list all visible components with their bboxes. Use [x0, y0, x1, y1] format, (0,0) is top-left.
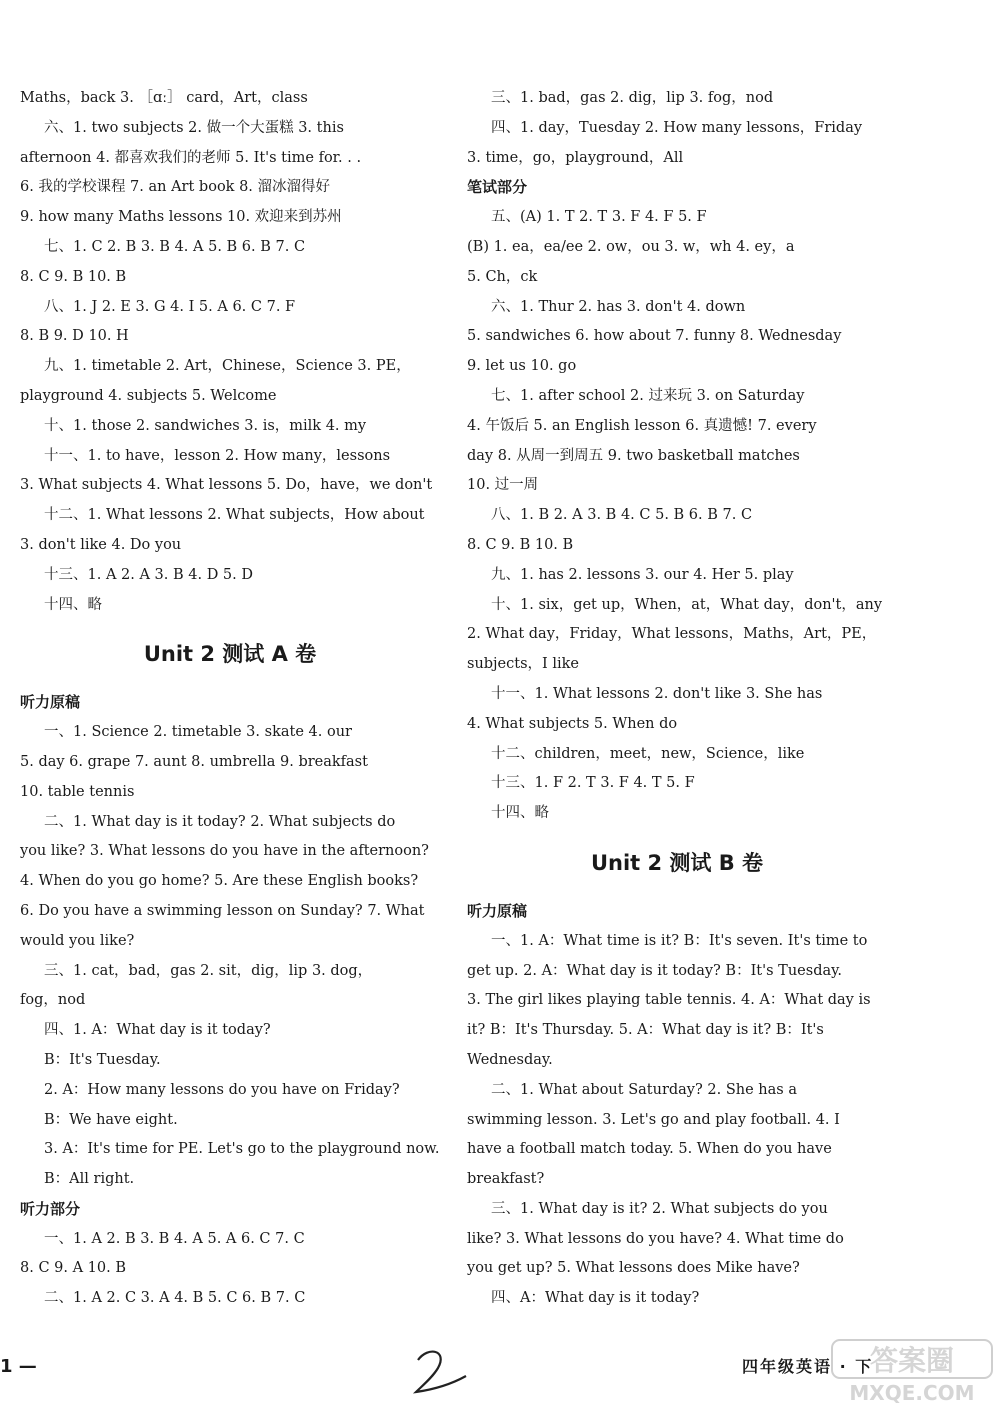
answer-line: fog，nod	[20, 992, 86, 1009]
answer-line: 四、1. day，Tuesday 2. How many lessons，Friday	[491, 119, 863, 136]
page-marker: 1 —	[0, 1356, 37, 1377]
answer-line: 九、1. timetable 2. Art，Chinese，Science 3. PE，	[44, 358, 411, 375]
answer-line: 9. let us 10. go	[467, 358, 577, 375]
section-heading: 笔试部分	[467, 178, 528, 197]
answer-line: 4. 午饭后 5. an English lesson 6. 真遗憾! 7. every	[467, 417, 817, 434]
answer-line: 10. table tennis	[20, 783, 135, 800]
answer-line: 十二、children，meet，new，Science，like	[491, 745, 805, 762]
answer-line: 八、1. J 2. E 3. G 4. I 5. A 6. C 7. F	[44, 298, 296, 315]
answer-line: Wednesday.	[467, 1051, 553, 1068]
answer-line: 3. don't like 4. Do you	[20, 536, 182, 553]
left-column	[20, 84, 440, 1314]
answer-line: subjects，I like	[467, 656, 580, 673]
answer-line: 8. C 9. A 10. B	[20, 1260, 126, 1277]
book-label: 四年级英语 · 下	[742, 1357, 874, 1376]
answer-line: 二、1. What day is it today? 2. What subjects do	[44, 813, 396, 830]
answer-line: would you like?	[20, 932, 135, 949]
answer-line: 一、1. A 2. B 3. B 4. A 5. A 6. C 7. C	[44, 1230, 305, 1247]
answer-line: 四、A：What day is it today?	[491, 1290, 700, 1307]
answer-line: 十一、1. to have，lesson 2. How many，lessons	[44, 447, 391, 464]
answer-line: it? B：It's Thursday. 5. A：What day is it? B：It's	[467, 1022, 824, 1039]
answer-line: 五、(A) 1. T 2. T 3. F 4. F 5. F	[491, 209, 707, 226]
answer-line: 4. When do you go home? 5. Are these English books?	[20, 873, 419, 890]
answer-line: 十、1. those 2. sandwiches 3. is，milk 4. my	[44, 417, 367, 434]
answer-line: 一、1. A：What time is it? B：It's seven. It's time to	[491, 932, 868, 949]
answer-line: 十四、略	[44, 596, 102, 613]
answer-line: 六、1. two subjects 2. 做一个大蛋糕 3. this	[44, 119, 344, 136]
answer-line: 七、1. after school 2. 过来玩 3. on Saturday	[491, 387, 805, 404]
answer-line: 七、1. C 2. B 3. B 4. A 5. B 6. B 7. C	[44, 238, 306, 255]
answer-line: 三、1. bad，gas 2. dig，lip 3. fog，nod	[491, 90, 774, 106]
answer-line: 2. What day，Friday，What lessons，Maths，Art，PE，	[467, 626, 877, 643]
answer-line: 三、1. cat，bad，gas 2. sit，dig，lip 3. dog，	[44, 962, 373, 979]
answer-line: 十二、1. What lessons 2. What subjects，How about	[44, 507, 425, 524]
answer-line: 4. What subjects 5. When do	[467, 715, 678, 732]
answer-line: (B) 1. ea，ea/ee 2. ow，ou 3. w，wh 4. ey，a	[467, 238, 795, 255]
answer-line: 十三、1. F 2. T 3. F 4. T 5. F	[491, 775, 695, 792]
answer-line: 四、1. A：What day is it today?	[44, 1022, 271, 1039]
answer-line: 三、1. What day is it? 2. What subjects do you	[491, 1200, 828, 1217]
answer-line: 十三、1. A 2. A 3. B 4. D 5. D	[44, 566, 254, 583]
answer-line: you get up? 5. What lessons does Mike have?	[467, 1260, 800, 1277]
answer-line: swimming lesson. 3. Let's go and play football. 4. I	[467, 1111, 840, 1128]
answer-line: get up. 2. A：What day is it today? B：It's Tuesday.	[467, 962, 843, 979]
answer-line: 3. What subjects 4. What lessons 5. Do，have，we don't	[20, 477, 433, 494]
answer-line: playground 4. subjects 5. Welcome	[20, 387, 277, 404]
answer-line: 3. The girl likes playing table tennis. 4. A：What day is	[467, 992, 871, 1009]
answer-line: 十、1. six，get up，When，at，What day，don't，any	[491, 596, 883, 613]
answer-line: 10. 过一周	[467, 477, 539, 494]
answer-line: day 8. 从周一到周五 9. two basketball matches	[467, 447, 800, 464]
answer-line: like? 3. What lessons do you have? 4. What time do	[467, 1230, 844, 1247]
answer-line: 十四、略	[491, 805, 549, 822]
answer-line: Maths，back 3. ［ɑː］ card，Art，class	[20, 90, 308, 106]
section-heading: 听力原稿	[467, 901, 528, 920]
answer-line: 二、1. A 2. C 3. A 4. B 5. C 6. B 7. C	[44, 1290, 306, 1307]
answer-line: 2. A：How many lessons do you have on Friday?	[44, 1081, 400, 1098]
answer-line: 一、1. Science 2. timetable 3. skate 4. our	[44, 724, 352, 741]
answer-line: 八、1. B 2. A 3. B 4. C 5. B 6. B 7. C	[491, 507, 753, 524]
watermark-bottom-text: MXQE.COM	[849, 1381, 975, 1405]
section-heading: 听力原稿	[20, 693, 81, 712]
right-column	[467, 84, 887, 1314]
answer-line: afternoon 4. 都喜欢我们的老师 5. It's time for. . .	[20, 149, 362, 166]
answer-line: 6. Do you have a swimming lesson on Sunday? 7. What	[20, 902, 425, 919]
answer-line: 3. A：It's time for PE. Let's go to the playground now.	[44, 1141, 440, 1158]
answer-line: B：It's Tuesday.	[44, 1051, 161, 1068]
answer-line: 6. 我的学校课程 7. an Art book 8. 溜冰溜得好	[20, 179, 331, 196]
answer-line: 5. sandwiches 6. how about 7. funny 8. Wednesday	[467, 328, 842, 345]
answer-line: 8. C 9. B 10. B	[467, 536, 574, 553]
handwritten-scribble	[410, 1346, 470, 1396]
answer-line: 3. time，go，playground，All	[467, 149, 684, 166]
answer-line: breakfast?	[467, 1171, 545, 1188]
section-title: Unit 2 测试 A 卷	[143, 642, 317, 667]
answer-line: B：All right.	[44, 1171, 135, 1188]
answer-line: 9. how many Maths lessons 10. 欢迎来到苏州	[20, 209, 342, 226]
answer-line: you like? 3. What lessons do you have in the afternoon?	[20, 843, 429, 860]
answer-line: B：We have eight.	[44, 1111, 178, 1128]
answer-line: have a football match today. 5. When do you have	[467, 1141, 832, 1158]
section-heading: 听力部分	[20, 1199, 81, 1218]
answer-line: 二、1. What about Saturday? 2. She has a	[491, 1081, 797, 1098]
answer-line: 六、1. Thur 2. has 3. don't 4. down	[491, 298, 746, 315]
watermark-top-text: 答案圈	[869, 1344, 955, 1377]
answer-line: 8. C 9. B 10. B	[20, 268, 127, 285]
answer-line: 8. B 9. D 10. H	[20, 328, 129, 345]
watermark-logo	[830, 1336, 995, 1406]
section-title: Unit 2 测试 B 卷	[590, 850, 764, 875]
answer-line: 5. Ch，ck	[467, 268, 538, 285]
answer-line: 十一、1. What lessons 2. don't like 3. She has	[491, 685, 823, 702]
answer-line: 5. day 6. grape 7. aunt 8. umbrella 9. breakfast	[20, 753, 368, 770]
answer-line: 九、1. has 2. lessons 3. our 4. Her 5. play	[491, 566, 794, 583]
